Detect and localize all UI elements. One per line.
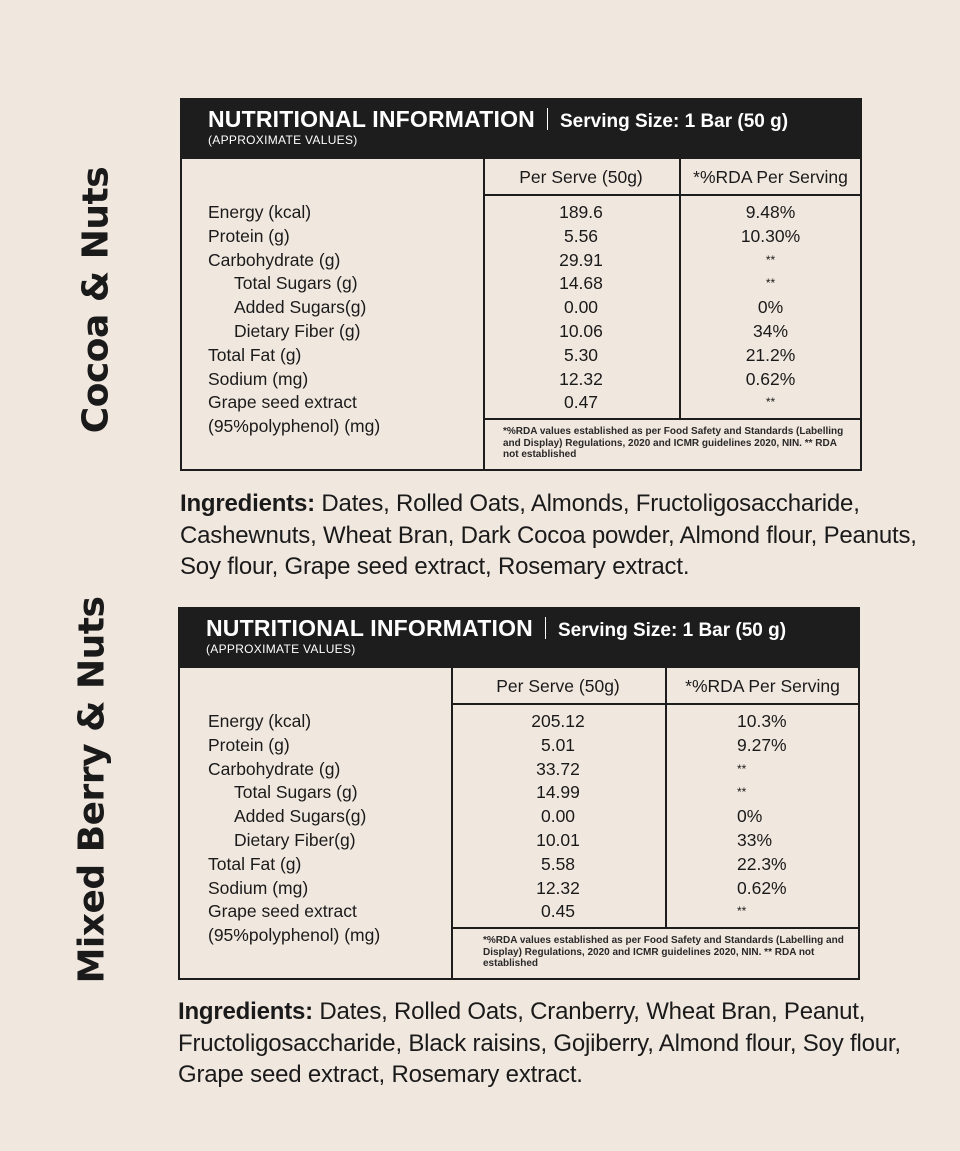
nutrient-names bbox=[208, 710, 380, 948]
nutrient-name: Carbohydrate (g) bbox=[208, 249, 341, 270]
nutrient-name: Total Fat (g) bbox=[208, 344, 302, 365]
ingredients-mixed-berry-nuts bbox=[178, 996, 918, 1091]
column-header-rda: *%RDA Per Serving bbox=[681, 159, 860, 196]
nutrient-name: (95%polyphenol) (mg) bbox=[208, 416, 381, 437]
rda-value: ** bbox=[737, 904, 747, 919]
per-serve-value: 12.32 bbox=[536, 877, 580, 898]
per-serve-value: 5.01 bbox=[540, 734, 576, 755]
rda-value: ** bbox=[737, 761, 747, 776]
product-name-cocoa-nuts: Cocoa & Nuts bbox=[75, 166, 117, 434]
nutrient-name: Protein (g) bbox=[208, 225, 290, 246]
rda-value: 0.62% bbox=[737, 877, 787, 898]
per-serve-value: 0.00 bbox=[563, 297, 599, 318]
per-serve-values bbox=[483, 196, 679, 415]
rda-value: 0% bbox=[737, 806, 763, 827]
per-serve-value: 5.58 bbox=[540, 853, 576, 874]
nutrient-name: Total Sugars (g) bbox=[234, 782, 358, 803]
nutrient-name: Dietary Fiber (g) bbox=[234, 320, 361, 341]
nutrient-names-column bbox=[180, 668, 453, 978]
rda-value: 10.3% bbox=[737, 711, 787, 731]
rda-value: 33% bbox=[737, 829, 773, 850]
ingredients-cocoa-nuts bbox=[180, 488, 950, 583]
per-serve-value: 189.6 bbox=[559, 202, 603, 222]
nutrition-table bbox=[180, 159, 862, 471]
nutrient-name: Added Sugars(g) bbox=[234, 297, 367, 318]
nutrient-names bbox=[208, 201, 380, 439]
nutrient-name: Sodium (mg) bbox=[208, 877, 309, 898]
per-serve-value: 12.32 bbox=[559, 368, 603, 389]
nutrition-title: NUTRITIONAL INFORMATION bbox=[208, 106, 535, 132]
nutrient-name: (95%polyphenol) (mg) bbox=[208, 925, 381, 946]
per-serve-value: 14.99 bbox=[536, 782, 580, 803]
per-serve-value: 5.56 bbox=[563, 225, 599, 246]
rda-footnote: *%RDA values established as per Food Safety and Standards (Labelling and Display) Regulations, 2020 and ICMR guidelines 2020, NIN. ** RDA not established bbox=[451, 927, 858, 978]
per-serve-value: 10.06 bbox=[559, 320, 603, 341]
per-serve-values bbox=[451, 705, 665, 924]
rda-value: 9.27% bbox=[737, 734, 787, 755]
nutrient-name: Energy (kcal) bbox=[208, 711, 312, 731]
rda-value: ** bbox=[765, 252, 776, 267]
per-serve-value: 0.00 bbox=[540, 806, 576, 827]
rda-values bbox=[681, 196, 860, 415]
nutrient-name: Energy (kcal) bbox=[208, 202, 312, 222]
header-divider bbox=[547, 108, 548, 130]
nutrition-subtitle: (APPROXIMATE VALUES) bbox=[206, 642, 356, 656]
nutrient-name: Grape seed extract bbox=[208, 901, 357, 922]
rda-value: 0.62% bbox=[745, 368, 796, 389]
ingredients-text: Dates, Rolled Oats, Cranberry, Wheat Bran, Peanut, Fructoligosaccharide, Black raisins, Gojiberry, Almond flour, Soy flour, Grape seed extract, Rosemary extract. bbox=[178, 998, 901, 1088]
nutrient-names-column bbox=[182, 159, 485, 469]
nutrition-subtitle: (APPROXIMATE VALUES) bbox=[208, 133, 358, 147]
nutrient-name: Sodium (mg) bbox=[208, 368, 309, 389]
nutrient-name: Carbohydrate (g) bbox=[208, 758, 341, 779]
per-serve-value: 29.91 bbox=[559, 249, 603, 270]
nutrition-title: NUTRITIONAL INFORMATION bbox=[206, 615, 533, 641]
per-serve-value: 205.12 bbox=[531, 711, 585, 731]
per-serve-value: 14.68 bbox=[559, 273, 603, 294]
header-divider bbox=[545, 617, 546, 639]
column-header-per-serve: Per Serve (50g) bbox=[451, 668, 665, 705]
rda-value: 9.48% bbox=[745, 202, 796, 222]
per-serve-value: 0.45 bbox=[540, 901, 576, 922]
rda-value: 21.2% bbox=[745, 344, 796, 365]
ingredients-label: Ingredients: bbox=[180, 490, 315, 517]
rda-footnote: *%RDA values established as per Food Safety and Standards (Labelling and Display) Regulations, 2020 and ICMR guidelines 2020, NIN. ** RDA not established bbox=[483, 418, 860, 469]
per-serve-value: 5.30 bbox=[563, 344, 599, 365]
nutrition-table bbox=[178, 668, 860, 980]
nutrition-header bbox=[178, 607, 860, 668]
nutrition-panel-cocoa-nuts bbox=[180, 98, 862, 471]
rda-value: ** bbox=[737, 785, 747, 800]
nutrient-name: Grape seed extract bbox=[208, 392, 357, 413]
per-serve-value: 33.72 bbox=[536, 758, 580, 779]
ingredients-text: Dates, Rolled Oats, Almonds, Fructoligosaccharide, Cashewnuts, Wheat Bran, Dark Cocoa powder, Almond flour, Peanuts, Soy flour, Grape seed extract, Rosemary extract. bbox=[180, 490, 917, 580]
rda-values bbox=[667, 705, 858, 924]
nutrient-name: Total Sugars (g) bbox=[234, 273, 358, 294]
per-serve-value: 10.01 bbox=[536, 829, 580, 850]
column-header-per-serve: Per Serve (50g) bbox=[483, 159, 679, 196]
nutrition-panel-mixed-berry-nuts bbox=[178, 607, 860, 980]
rda-value: 22.3% bbox=[737, 853, 787, 874]
rda-value: 10.30% bbox=[740, 225, 801, 246]
nutrient-name: Dietary Fiber(g) bbox=[234, 829, 356, 850]
column-header-rda: *%RDA Per Serving bbox=[667, 668, 858, 705]
nutrition-header bbox=[180, 98, 862, 159]
serving-size: Serving Size: 1 Bar (50 g) bbox=[560, 111, 789, 132]
rda-value: ** bbox=[765, 276, 776, 291]
nutrient-name: Total Fat (g) bbox=[208, 853, 302, 874]
product-name-mixed-berry-nuts: Mixed Berry & Nuts bbox=[71, 596, 113, 984]
nutrient-name: Added Sugars(g) bbox=[234, 806, 367, 827]
serving-size: Serving Size: 1 Bar (50 g) bbox=[558, 620, 787, 641]
rda-value: ** bbox=[765, 395, 776, 410]
rda-value: 0% bbox=[757, 297, 784, 318]
per-serve-value: 0.47 bbox=[563, 392, 599, 413]
ingredients-label: Ingredients: bbox=[178, 998, 313, 1025]
rda-value: 34% bbox=[752, 320, 789, 341]
nutrient-name: Protein (g) bbox=[208, 734, 290, 755]
